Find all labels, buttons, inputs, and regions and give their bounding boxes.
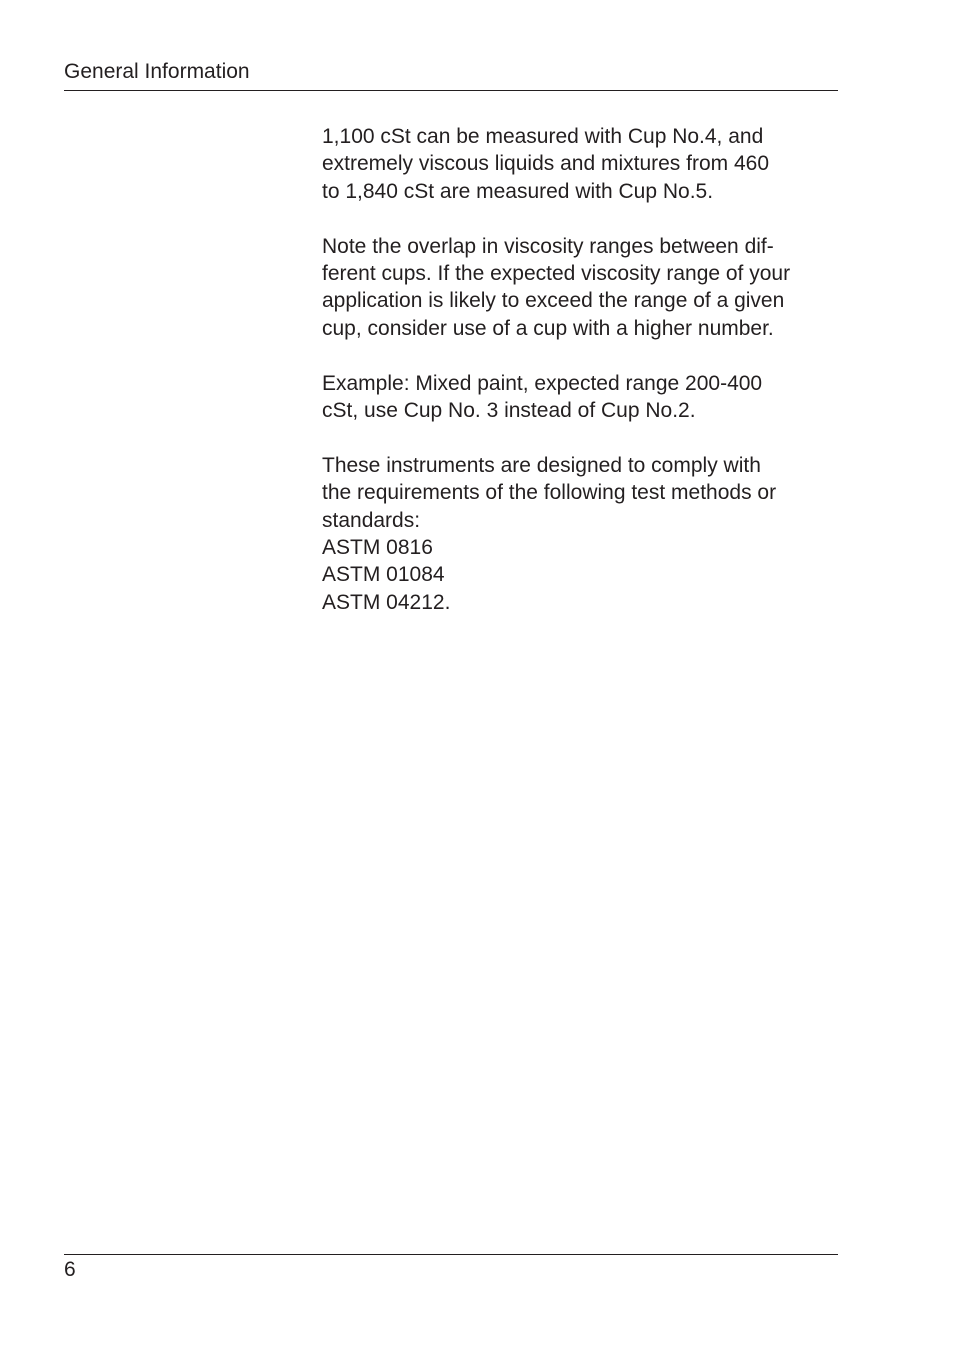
paragraph-example [322,370,834,425]
body-text-column [322,123,834,644]
paragraph-overlap-note [322,233,834,343]
paragraph-cup-ranges [322,123,834,205]
text-line: cup, consider use of a cup with a higher number. [322,316,774,340]
standard-item: ASTM 04212. [322,590,451,614]
text-line: application is likely to exceed the range of a given [322,289,785,313]
header-rule [64,90,838,91]
text-line: standards: [322,508,421,532]
text-line: cSt, use Cup No. 3 instead of Cup No.2. [322,399,696,423]
text-line: Example: Mixed paint, expected range 200-400 [322,371,763,395]
running-header-title: General Information [64,60,250,83]
text-line: These instruments are designed to comply with [322,453,761,477]
footer-rule [64,1254,838,1255]
text-line: to 1,840 cSt are measured with Cup No.5. [322,179,714,203]
text-line: ferent cups. If the expected viscosity range of your [322,262,791,286]
page-number: 6 [64,1258,76,1281]
text-line: Note the overlap in viscosity ranges between dif- [322,234,774,258]
text-line: the requirements of the following test methods or [322,481,777,505]
text-line: 1,100 cSt can be measured with Cup No.4, and [322,125,764,148]
text-line: extremely viscous liquids and mixtures from 460 [322,152,770,176]
standard-item: ASTM 01084 [322,563,445,587]
standard-item: ASTM 0816 [322,536,433,560]
paragraph-standards [322,452,834,616]
